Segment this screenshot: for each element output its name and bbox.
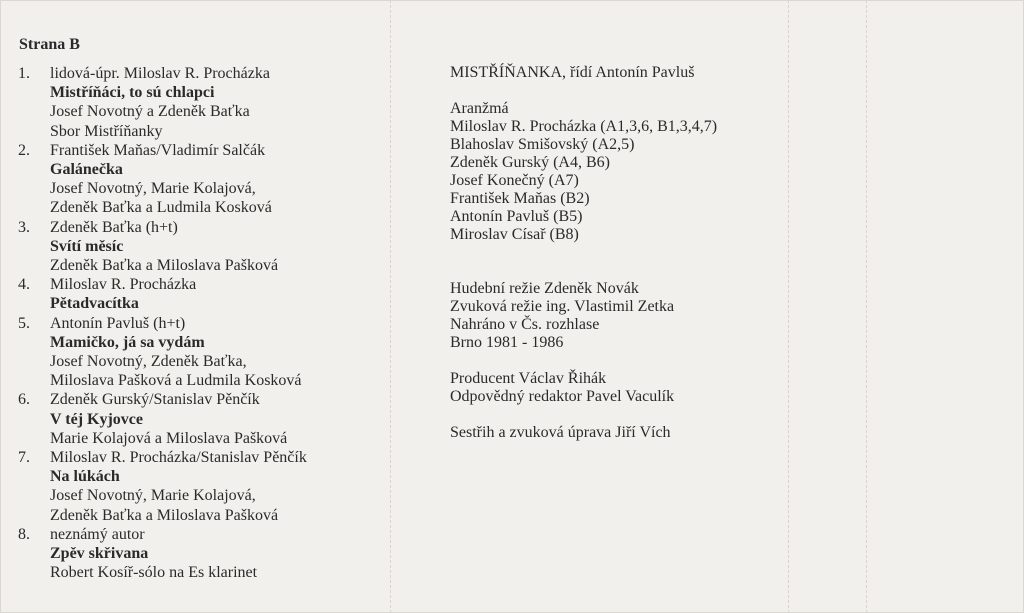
track-item	[18, 141, 388, 218]
arranger-line: Blahoslav Smišovský (A2,5)	[450, 136, 635, 153]
track-number: 1.	[18, 65, 30, 82]
arranger-line: Miloslav R. Procházka (A1,3,6, B1,3,4,7)	[450, 118, 718, 135]
track-title: Svítí měsíc	[50, 237, 124, 255]
production-credit: Producent Václav Řihák	[450, 370, 607, 387]
arrangements-label: Aranžmá	[450, 100, 509, 117]
track-item	[18, 390, 388, 448]
production-credit: Odpovědný redaktor Pavel Vaculík	[450, 388, 675, 405]
recording-credit: Brno 1981 - 1986	[450, 334, 564, 351]
ensemble-line: MISTŘÍŇANKA, řídí Antonín Pavluš	[450, 64, 695, 81]
track-composer: neznámý autor	[50, 525, 145, 543]
side-heading: Strana B	[19, 36, 80, 53]
track-performers: Zdeněk Baťka a Miloslava Pašková	[50, 506, 279, 524]
track-number: 5.	[18, 314, 30, 332]
mastering-credit: Sestřih a zvuková úprava Jiří Vích	[450, 424, 671, 441]
track-title: Zpěv skřivana	[50, 545, 149, 563]
credits-panel	[450, 64, 780, 442]
track-number: 6.	[18, 391, 30, 409]
track-composer: Zdeněk Gurský/Stanislav Pěnčík	[50, 391, 260, 409]
track-title: Mistříňáci, to sú chlapci	[50, 84, 215, 102]
arranger-line: Josef Konečný (A7)	[450, 172, 579, 189]
track-number: 7.	[18, 449, 30, 467]
track-performers: Zdeněk Baťka a Ludmila Kosková	[50, 199, 272, 217]
track-item	[18, 275, 388, 313]
track-performers: Robert Kosíř-sólo na Es klarinet	[50, 564, 258, 582]
track-item	[18, 525, 388, 583]
recording-credit: Zvuková režie ing. Vlastimil Zetka	[450, 298, 675, 315]
track-performers: Sbor Mistříňanky	[50, 122, 163, 140]
arranger-line: František Maňas (B2)	[450, 190, 590, 207]
track-item	[18, 314, 388, 391]
track-performers: Miloslava Pašková a Ludmila Kosková	[50, 372, 302, 390]
fold-line	[866, 0, 867, 613]
track-item	[18, 218, 388, 276]
track-composer: lidová-úpr. Miloslav R. Procházka	[50, 65, 270, 82]
track-list	[18, 64, 388, 582]
track-composer: Miloslav R. Procházka	[50, 276, 197, 294]
track-performers: Zdeněk Baťka a Miloslava Pašková	[50, 257, 279, 275]
track-title: Pětadvacítka	[50, 295, 139, 313]
track-title: Mamičko, já sa vydám	[50, 333, 205, 351]
track-title: Galánečka	[50, 161, 123, 179]
track-title: Na lúkách	[50, 468, 120, 486]
track-performers: Josef Novotný, Marie Kolajová,	[50, 487, 256, 505]
track-performers: Josef Novotný, Zdeněk Baťka,	[50, 353, 247, 371]
arranger-line: Antonín Pavluš (B5)	[450, 208, 583, 225]
track-composer: Antonín Pavluš (h+t)	[50, 314, 186, 332]
track-composer: Miloslav R. Procházka/Stanislav Pěnčík	[50, 449, 307, 467]
track-number: 3.	[18, 218, 30, 236]
track-performers: Josef Novotný, Marie Kolajová,	[50, 180, 256, 198]
recording-credit: Nahráno v Čs. rozhlase	[450, 316, 600, 333]
recording-credit: Hudební režie Zdeněk Novák	[450, 280, 639, 297]
track-number: 4.	[18, 276, 30, 294]
arranger-line: Miroslav Císař (B8)	[450, 226, 579, 243]
track-number: 8.	[18, 525, 30, 543]
track-number: 2.	[18, 141, 30, 159]
track-performers: Josef Novotný a Zdeněk Baťka	[50, 103, 250, 121]
track-composer: František Maňas/Vladimír Salčák	[50, 141, 266, 159]
fold-line	[390, 0, 391, 613]
track-item	[18, 448, 388, 525]
track-performers: Marie Kolajová a Miloslava Pašková	[50, 429, 288, 447]
arranger-line: Zdeněk Gurský (A4, B6)	[450, 154, 610, 171]
fold-line	[788, 0, 789, 613]
track-composer: Zdeněk Baťka (h+t)	[50, 218, 178, 236]
track-title: V téj Kyjovce	[50, 410, 143, 428]
track-item	[18, 64, 388, 141]
